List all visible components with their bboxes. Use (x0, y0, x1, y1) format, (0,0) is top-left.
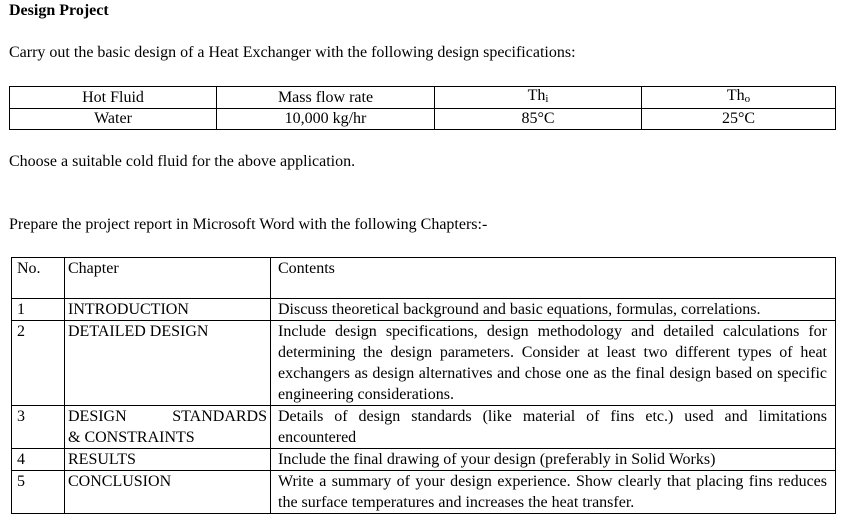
row-chapter: DETAILED DESIGN (65, 321, 271, 406)
row-chapter: RESULTS (65, 449, 271, 471)
row-contents: Include design specifications, design methodology and detailed calculations for determining the design parameters. Consider at least two different types of heat exchangers as design alternatives and chose one as the final design based on specific engineering considerations. (271, 321, 836, 406)
row-no: 2 (12, 321, 65, 406)
row-chapter-line1: DESIGN STANDARDS (68, 408, 267, 425)
chapter-header-row (12, 258, 836, 299)
table-row (12, 321, 836, 406)
prepare-text: Prepare the project report in Microsoft Word with the following Chapters:- (9, 216, 488, 233)
spec-value-row (10, 109, 836, 130)
spec-value-th-out: 25°C (642, 109, 836, 130)
table-row (12, 299, 836, 321)
row-no: 3 (12, 406, 65, 449)
header-no: No. (12, 258, 65, 299)
table-row (12, 471, 836, 514)
spec-header-th-in: $Th_i$ (435, 87, 642, 109)
spec-header-row (10, 87, 836, 109)
row-chapter-line2: & CONSTRAINTS (68, 429, 195, 446)
header-chapter: Chapter (65, 258, 271, 299)
row-chapter: CONCLUSION (65, 471, 271, 514)
intro-text: Carry out the basic design of a Heat Exchanger with the following design specifications: (9, 44, 576, 61)
choose-text: Choose a suitable cold fluid for the above application. (9, 153, 356, 170)
spec-table (9, 86, 836, 130)
chapter-table (11, 257, 836, 514)
row-no: 5 (12, 471, 65, 514)
row-chapter (65, 406, 271, 449)
spec-header-hot-fluid: Hot Fluid (10, 87, 217, 109)
row-no: 1 (12, 299, 65, 321)
spec-value-hot-fluid: Water (10, 109, 217, 130)
row-chapter: INTRODUCTION (65, 299, 271, 321)
table-row (12, 406, 836, 449)
spec-value-mass-flow: 10,000 kg/hr (217, 109, 435, 130)
row-contents: Include the final drawing of your design (preferably in Solid Works) (271, 449, 836, 471)
page-title: Design Project (9, 2, 109, 19)
row-contents: Details of design standards (like material of fins etc.) used and limitations encountered (271, 406, 836, 449)
row-no: 4 (12, 449, 65, 471)
row-contents: Write a summary of your design experience. Show clearly that placing fins reduces the surface temperatures and increases the heat transfer. (271, 471, 836, 514)
row-contents: Discuss theoretical background and basic equations, formulas, correlations. (271, 299, 836, 321)
table-row (12, 449, 836, 471)
spec-header-mass-flow: Mass flow rate (217, 87, 435, 109)
spec-value-th-in: 85°C (435, 109, 642, 130)
spec-header-th-out: $Th_o$ (642, 87, 836, 109)
header-contents: Contents (271, 258, 836, 299)
